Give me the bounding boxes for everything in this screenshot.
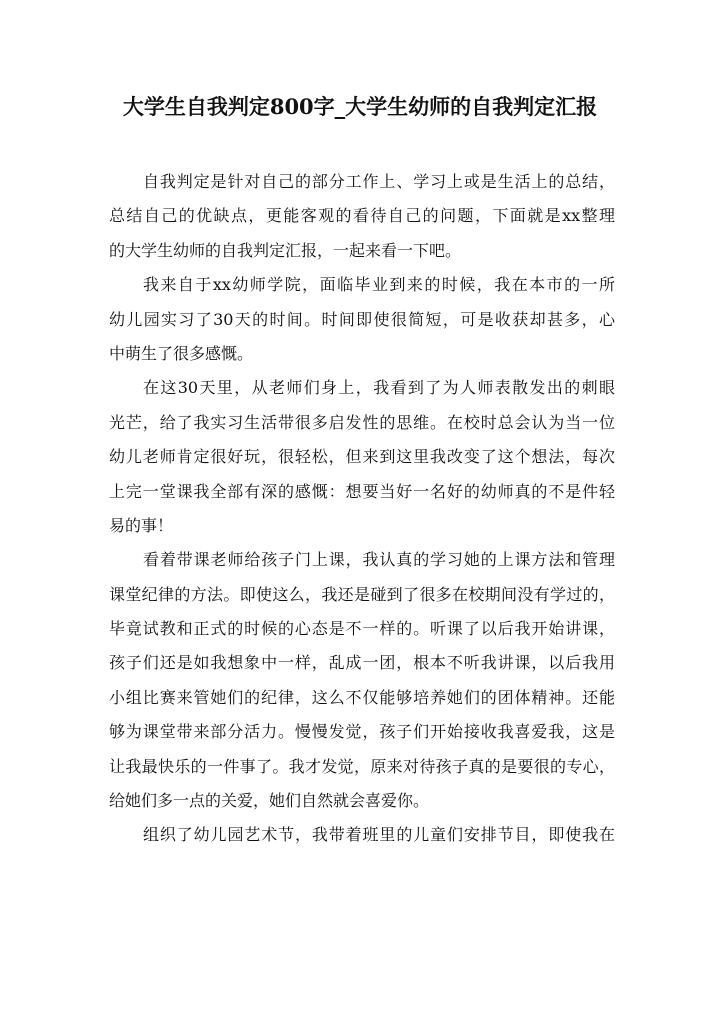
- text-line: 上完一堂课我全部有深的感慨：想要当好一名好的幼师真的不是件轻: [109, 481, 615, 501]
- text-line: 课堂纪律的方法。即使这么，我还是碰到了很多在校期间没有学过的，: [109, 584, 615, 604]
- text-line: 看着带课老师给孩子门上课，我认真的学习她的上课方法和管理: [143, 550, 615, 570]
- text-line: 组织了幼儿园艺术节，我带着班里的儿童们安排节目，即使我在: [143, 825, 615, 845]
- text-line: 中萌生了很多感慨。: [109, 343, 254, 363]
- text-line: 在这30天里，从老师们身上，我看到了为人师表散发出的刺眼: [143, 378, 615, 398]
- paragraph: [109, 371, 615, 543]
- document-title: 大学生自我判定800字_大学生幼师的自我判定汇报: [122, 94, 598, 119]
- paragraph: [109, 543, 615, 818]
- text-line: 我来自于xx幼师学院，面临毕业到来的时候，我在本市的一所: [143, 275, 615, 295]
- text-line: 的大学生幼师的自我判定汇报，一起来看一下吧。: [109, 240, 462, 260]
- document-body: [109, 165, 615, 853]
- text-line: 小组比赛来管她们的纪律，这么不仅能够培养她们的团体精神。还能: [109, 687, 615, 707]
- text-line: 让我最快乐的一件事了。我才发觉，原来对待孩子真的是要很的专心，: [109, 756, 615, 776]
- text-line: 够为课堂带来部分活力。慢慢发觉，孩子们开始接收我喜爱我，这是: [109, 722, 615, 742]
- paragraph: [109, 268, 615, 371]
- text-line: 孩子们还是如我想象中一样，乱成一团，根本不听我讲课，以后我用: [109, 653, 615, 673]
- text-line: 毕竟试教和正式的时候的心态是不一样的。听课了以后我开始讲课，: [109, 619, 615, 639]
- text-line: 光芒，给了我实习生活带很多启发性的思维。在校时总会认为当一位: [109, 412, 615, 432]
- text-line: 总结自己的优缺点，更能客观的看待自己的问题，下面就是xx整理: [109, 206, 615, 226]
- text-line: 幼儿老师肯定很好玩，很轻松，但来到这里我改变了这个想法，每次: [109, 447, 615, 467]
- paragraph: [109, 165, 615, 268]
- paragraph: [109, 818, 615, 852]
- text-line: 幼儿园实习了30天的时间。时间即使很简短，可是收获却甚多，心: [109, 309, 615, 329]
- text-line: 易的事！: [109, 515, 174, 535]
- text-line: 自我判定是针对自己的部分工作上、学习上或是生活上的总结，: [143, 172, 615, 191]
- text-line: 给她们多一点的关爱，她们自然就会喜爱你。: [109, 791, 430, 811]
